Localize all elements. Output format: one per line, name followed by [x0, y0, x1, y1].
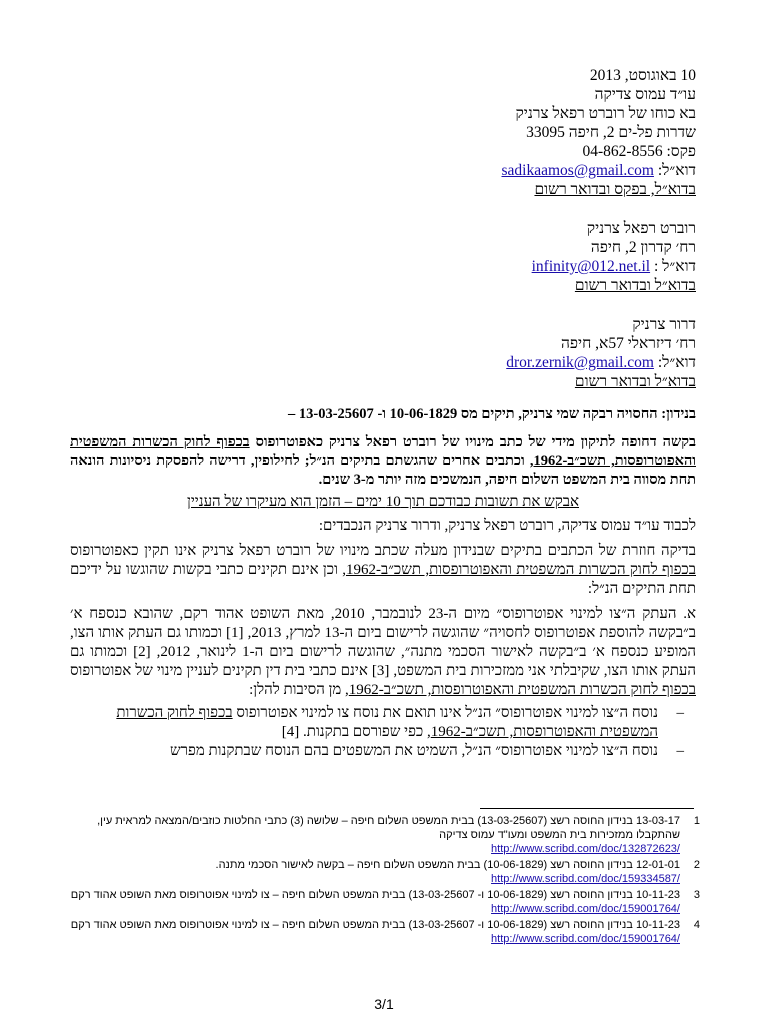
paragraph-1-text-c: , וכן אינם תקינים כתבי בקשות שהוגשו על ידיכם תחת התיקים הנ״ל:: [70, 562, 696, 597]
recipient-2-block: [70, 315, 696, 391]
recipient-1-block: [70, 219, 696, 295]
letter-body: [70, 66, 696, 761]
sender-role: בא כוחו של רוברט רפאל צרניק: [515, 105, 696, 122]
footnote-link[interactable]: http://www.scribd.com/doc/159001764/: [491, 933, 680, 945]
recipient-1-address: רח׳ קדרון 2, חיפה: [590, 239, 696, 256]
bullet-2-text-a: נוסח ה״צו למינוי אפוטרופוס״ הנ״ל, השמיט את המשפטים בהם הנוסח שבתקנות מפרש: [170, 743, 658, 759]
request-law-ref: בכפוף לחוק הכשרות המשפטית והאפוטרופסות, תשכ״ב-1962: [70, 434, 696, 469]
recipient-2-name: דרור צרניק: [632, 316, 696, 333]
footnote: [70, 888, 700, 916]
recipient-2-email-line: [70, 353, 696, 372]
sender-name: עו״ד עמוס צדיקה: [594, 86, 696, 103]
salutation: לכבוד עו״ד עמוס צדיקה, רוברט רפאל צרניק, ודרור צרניק הנכבדים:: [318, 518, 696, 534]
sender-email-label: דוא״ל:: [657, 162, 696, 179]
paragraph-1: [70, 542, 696, 599]
footnote-number: 1: [693, 815, 700, 827]
footnote-text: 13-03-17 בנידון החוסה רשצ (13-03-25607) בבית המשפט השלום חיפה – שלושה (3) כתבי החלטות כוזבים/המצאה למראית עין, שהתקבלו ממזכירות בית המשפט ומעו"ד עמוס צדיקה: [97, 815, 680, 841]
paragraph-2-law-ref: בכפוף לחוק הכשרות המשפטית והאפוטרופסות, תשכ״ב-1962: [348, 682, 696, 698]
list-item: [70, 742, 696, 761]
request-heading: [70, 433, 696, 490]
footnote-number: 3: [693, 889, 700, 901]
sender-delivery: בדוא״ל, בפקס ובדואר רשום: [534, 181, 696, 198]
recipient-1-delivery: בדוא״ל ובדואר רשום: [574, 277, 696, 294]
list-item: [70, 704, 696, 742]
bullet-1-text-c: , כפי שפורסם בתקנות. [4]: [281, 724, 431, 740]
paragraph-2-text-a: א. העתק ה״צו למינוי אפוטרופוס״ מיום ה-23 לנובמבר, 2010, מאת השופט אהוד רקם, שהובא כנספח א׳ ב״בקשה להוספת אפוטרופוס לחסויה״ שהוגשה לרישום ביום ה-13 למרץ, 2013, [1] וכמותו גם העתק אותו הצו, המופיע כנספח א׳ ב״בקשה לאישור הסכמי מתנה״, שהוגשה לרישום ביום ה-1 לינואר, 2012, [2] וכמותו גם העתק אותו הצו, שקיבלתי אני ממזכירות בית המשפט, [3] אינם כתבי בית דין תקינים לעניין מינוי של אפוטרופוס: [70, 606, 697, 679]
paragraph-1-law-ref: בכפוף לחוק הכשרות המשפטית והאפוטרופסות, תשכ״ב-1962: [345, 562, 696, 578]
footnote-separator: [480, 808, 694, 809]
sender-email-link[interactable]: sadikaamos@gmail.com: [501, 162, 654, 179]
footnote-text: 10-11-23 בנידון החוסה רשצ (10-06-1829 ו- 13-03-25607) בבית המשפט השלום חיפה – צו למינוי אפוטרופוס מאת השופט אהוד רקם: [70, 889, 680, 901]
paragraph-1-text-a: בדיקה חוזרת של הכתבים בתיקים שבנידון מעלה שכתב מינויו של רוברט רפאל צרניק אינו תקין כאפוטרופוס: [70, 543, 696, 559]
request-text-1: בקשה דחופה לתיקון מידי של כתב מינויו של רוברט רפאל צרניק כאפוטרופוס: [249, 434, 696, 450]
sender-fax: פקס: 04-862-8556: [582, 143, 696, 160]
recipient-1-email-label: דוא״ל :: [653, 258, 696, 275]
recipient-2-email-link[interactable]: dror.zernik@gmail.com: [506, 354, 654, 371]
footnote: [70, 858, 700, 886]
footnote-text: 12-01-01 בנידון החוסה רשצ (10-06-1829) בבית המשפט השלום חיפה – בקשה לאישור הסכמי מתנה.: [215, 859, 680, 871]
recipient-1-email-line: [70, 257, 696, 276]
recipient-2-email-label: דוא״ל:: [657, 354, 696, 371]
paragraph-2: [70, 605, 696, 700]
footnote-link[interactable]: http://www.scribd.com/doc/159001764/: [491, 903, 680, 915]
bullet-1-law-ref: בכפוף לחוק הכשרות המשפטית והאפוטרופסות, תשכ״ב-1962: [116, 705, 658, 740]
footnote: [70, 814, 700, 856]
footnote-number: 2: [693, 859, 700, 871]
footnote-link[interactable]: http://www.scribd.com/doc/132872623/: [491, 843, 680, 855]
footnote-text: 10-11-23 בנידון החוסה רשצ (10-06-1829 ו- 13-03-25607) בבית המשפט השלום חיפה – צו למינוי אפוטרופוס מאת השופט אהוד רקם: [70, 919, 680, 931]
footnote-link[interactable]: http://www.scribd.com/doc/159334587/: [491, 873, 680, 885]
bullet-list: [70, 704, 696, 761]
bullet-1-text-a: נוסח ה״צו למינוי אפוטרופוס״ הנ״ל אינו תואם את נוסח צו למינוי אפוטרופוס: [232, 705, 658, 721]
footnote-number: 4: [693, 919, 700, 931]
request-text-2: , וכתבים אחרים שהגשתם בתיקים הנ״ל; לחילופין, דרישה להפסקת ניסיונות הונאה תחת מסווה בית המשפט השלום חיפה, הנמשכים מזה יותר מ-3 שנים.: [70, 453, 696, 488]
sender-address: שדרות פל-ים 2, חיפה 33095: [526, 124, 696, 141]
recipient-2-delivery: בדוא״ל ובדואר רשום: [574, 373, 696, 390]
recipient-1-email-link[interactable]: infinity@012.net.il: [531, 258, 651, 275]
recipient-2-address: רח׳ דיזראלי 57א, חיפה: [560, 335, 696, 352]
sender-email-line: [70, 161, 696, 180]
sender-block: [70, 66, 696, 199]
page-number: 3/1: [374, 996, 394, 1012]
footnote: [70, 918, 700, 946]
reply-request: אבקש את תשובות כבודכם תוך 10 ימים – הזמן הוא מעיקרו של העניין: [187, 494, 579, 510]
subject-line: בנידון: החסויה רבקה שמי צרניק, תיקים מס 10-06-1829 ו- 13-03-25607 –: [288, 406, 696, 422]
paragraph-2-text-c: , מן הסיבות להלן:: [249, 682, 349, 698]
letter-date: 10 באוגוסט, 2013: [589, 67, 696, 84]
footnotes: [70, 814, 700, 948]
recipient-1-name: רוברט רפאל צרניק: [586, 220, 696, 237]
